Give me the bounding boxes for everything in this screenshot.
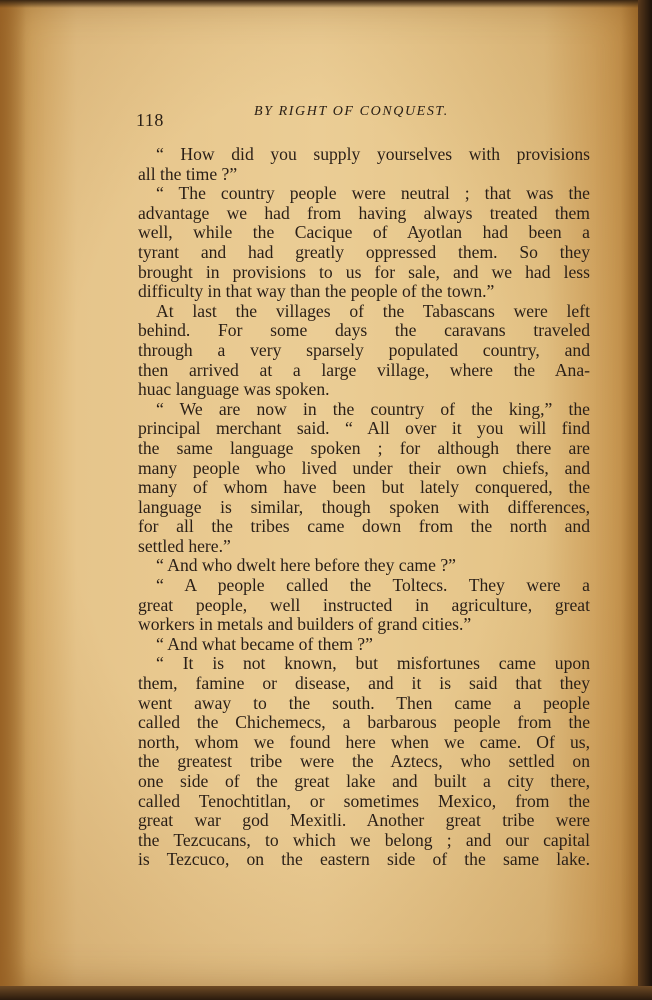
text-line: advantage we had from having always treated them — [138, 202, 590, 223]
text-line: “ We are now in the country of the king,” the — [156, 398, 590, 419]
page-right-edge — [638, 0, 652, 1000]
text-line: behind. For some days the caravans traveled — [138, 320, 590, 341]
text-line: “ How did you supply yourselves with provisions — [156, 144, 590, 164]
text-line: for all the tribes came down from the north and — [138, 516, 590, 537]
text-line: “ It is not known, but misfortunes came upon — [156, 653, 590, 674]
page-header — [136, 104, 588, 130]
text-line: principal merchant said. “ All over it you will find — [138, 418, 590, 439]
text-line: the greatest tribe were the Aztecs, who settled on — [138, 751, 590, 772]
text-line: many of whom have been but lately conquered, the — [138, 477, 590, 498]
text-line: then arrived at a large village, where the Ana- — [138, 359, 590, 380]
text-line: brought in provisions to us for sale, and we had less — [138, 261, 590, 282]
text-line: workers in metals and builders of grand cities.” — [138, 614, 472, 635]
body-text — [138, 145, 590, 870]
text-line: one side of the great lake and built a city there, — [138, 771, 590, 791]
text-line: the Tezcucans, to which we belong ; and our capital — [138, 829, 590, 850]
text-line: many people who lived under their own chiefs, and — [138, 457, 590, 478]
page-top-edge — [0, 0, 652, 8]
text-line: “ And who dwelt here before they came ?” — [156, 555, 456, 576]
text-line: them, famine or disease, and it is said that they — [138, 673, 590, 694]
text-line: “ And what became of them ?” — [156, 633, 373, 654]
text-line: At last the villages of the Tabascans were left — [156, 300, 590, 321]
running-head: BY RIGHT OF CONQUEST. — [254, 104, 449, 119]
text-line: well, while the Cacique of Ayotlan had been a — [138, 222, 590, 243]
text-line: is Tezcuco, on the eastern side of the same lake. — [138, 849, 590, 870]
text-line: language is similar, though spoken with differences, — [138, 496, 590, 517]
text-line: north, whom we found here when we came. Of us, — [138, 731, 590, 752]
text-line: through a very sparsely populated country, and — [138, 339, 590, 360]
text-line: great war god Mexitli. Another great tribe were — [138, 810, 590, 831]
text-line: tyrant and had greatly oppressed them. So they — [138, 241, 590, 262]
text-line: called the Chichemecs, a barbarous people from the — [138, 712, 590, 733]
text-line: “ The country people were neutral ; that was the — [156, 183, 590, 204]
text-line: the same language spoken ; for although there are — [138, 437, 590, 458]
page-bottom-edge — [0, 986, 652, 1000]
page-number: 118 — [136, 110, 164, 130]
text-line: all the time ?” — [138, 163, 238, 184]
text-line: huac language was spoken. — [138, 379, 330, 400]
text-line: went away to the south. Then came a people — [138, 692, 590, 713]
text-line: called Tenochtitlan, or sometimes Mexico, from the — [138, 790, 590, 811]
text-line: “ A people called the Toltecs. They were a — [156, 575, 590, 596]
text-line: great people, well instructed in agriculture, great — [138, 594, 590, 615]
text-line: difficulty in that way than the people of the town.” — [138, 281, 495, 302]
text-line: settled here.” — [138, 535, 231, 556]
